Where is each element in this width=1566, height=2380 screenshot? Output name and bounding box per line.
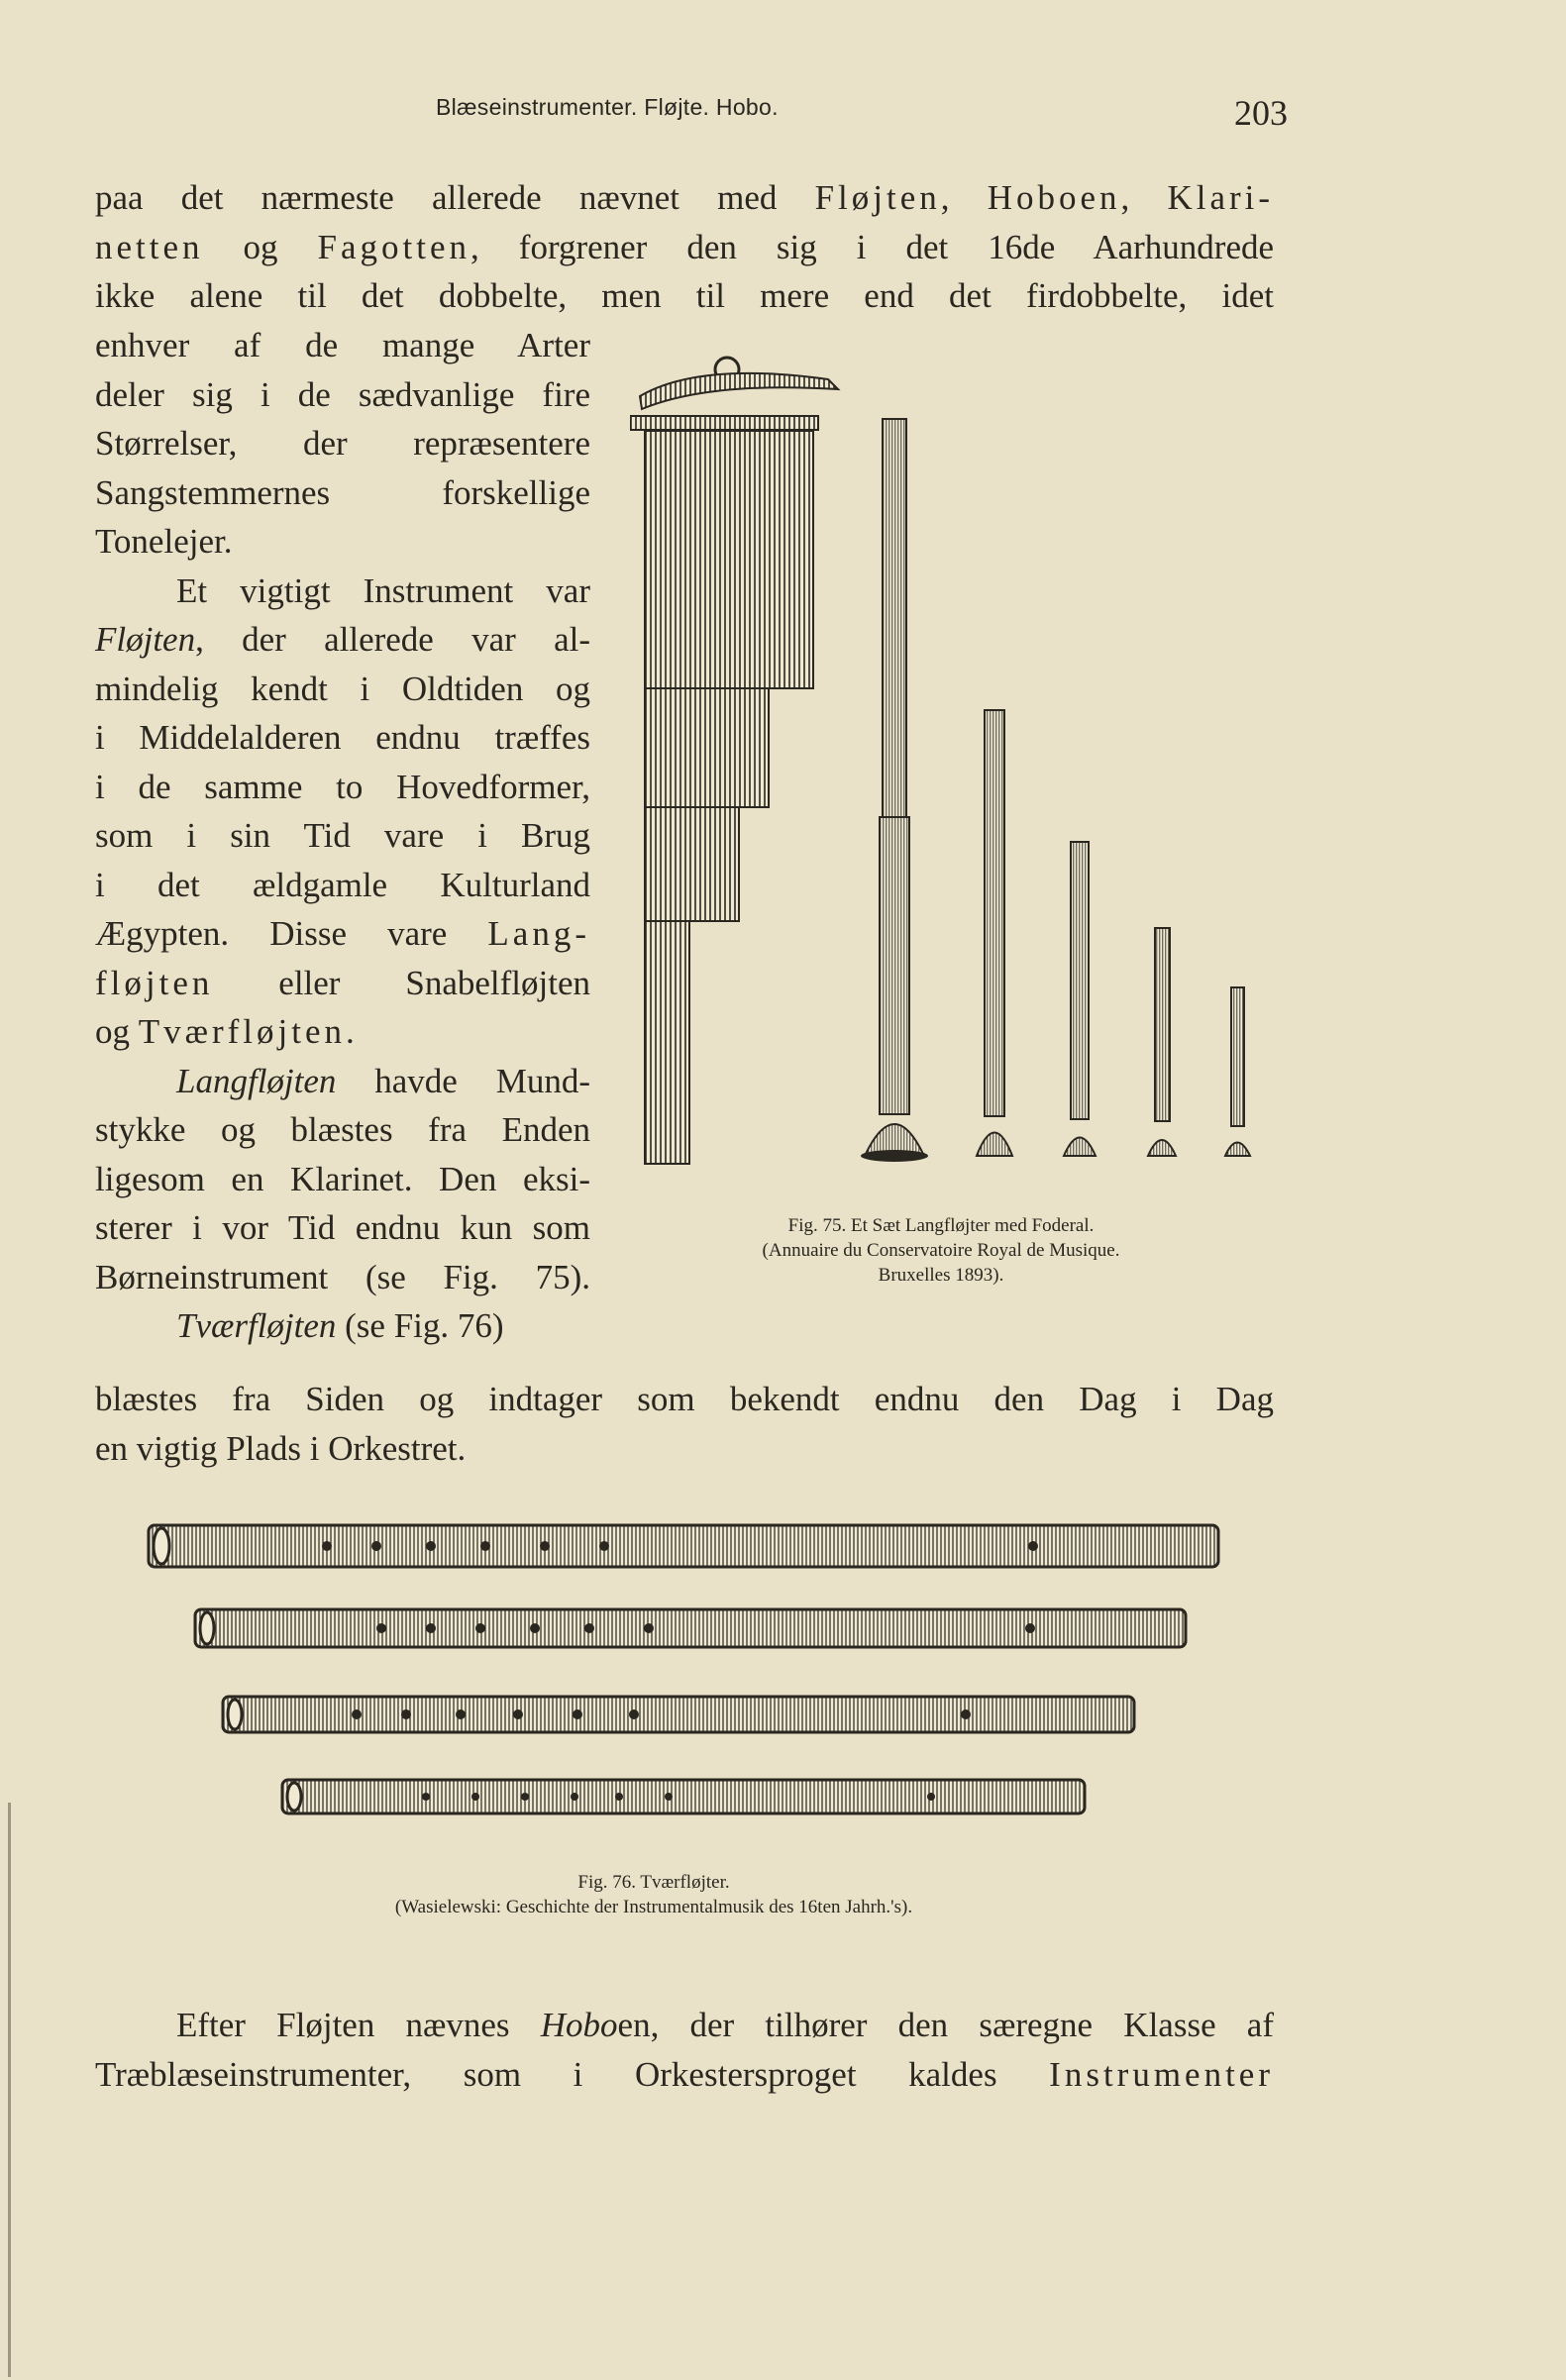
- text-line: mindelig kendt i Oldtiden og: [95, 669, 590, 708]
- transverse-flute-2: [195, 1609, 1186, 1647]
- page-header: [0, 94, 1566, 134]
- page-edge-stain: [8, 1803, 11, 2377]
- paragraph-4-full: [95, 1375, 1274, 1473]
- narrow-column: [95, 321, 590, 1351]
- text-line: som i sin Tid vare i Brug: [95, 816, 590, 855]
- figure-75-illustration: [630, 342, 1264, 1184]
- figure-76-illustration: [144, 1520, 1233, 1837]
- text-line: og Tværfløjten.: [95, 1012, 355, 1051]
- text-line: stykke og blæstes fra Enden: [95, 1110, 590, 1149]
- text-line: enhver af de mange Arter: [95, 326, 590, 364]
- recorder-tenor: [977, 710, 1012, 1156]
- text-line: Størrelser, der repræsentere: [95, 424, 590, 463]
- page-number: 203: [1234, 93, 1288, 133]
- caption-line: Fig. 75. Et Sæt Langfløjter med Foderal.: [787, 1215, 1095, 1236]
- text-line: i Middelalderen endnu træffes: [95, 718, 590, 757]
- text-line: Efter Fløjten nævnes Hoboen, der tilhører den særegne Klasse af: [176, 2006, 1274, 2044]
- text-line: i de samme to Hovedformer,: [95, 767, 590, 806]
- text-line: sterer i vor Tid endnu kun som: [95, 1208, 590, 1247]
- running-title: Blæseinstrumenter. Fløjte. Hobo.: [436, 94, 779, 120]
- text-line: netten og Fagotten, forgrener den sig i det 16de Aarhundrede: [95, 227, 1275, 266]
- flute-case-body: [645, 431, 813, 1164]
- text-line: ligesom en Klarinet. Den eksi-: [95, 1159, 590, 1198]
- text-line: ikke alene til det dobbelte, men til mere end det firdobbelte, idet: [95, 276, 1274, 315]
- text-line: en vigtig Plads i Orkestret.: [95, 1428, 467, 1468]
- figure-75-caption: [644, 1213, 1238, 1288]
- paragraph-5: [95, 2001, 1274, 2099]
- text-line: Sangstemmernes forskellige: [95, 472, 590, 512]
- recorder-bass: [861, 419, 928, 1162]
- transverse-flute-3: [223, 1697, 1134, 1732]
- text-line: i det ældgamle Kulturland: [95, 865, 590, 904]
- figure-76-caption: [158, 1870, 1149, 1919]
- text-line: Træblæseinstrumenter, som i Orkestersproget kaldes Instrumenter: [95, 2054, 1274, 2094]
- text-line: Tonelejer.: [95, 522, 233, 561]
- text-line: paa det nærmeste allerede nævnet med Fløjten, Hoboen, Klari-: [95, 178, 1275, 217]
- text-line: Et vigtigt Instrument var: [176, 570, 590, 610]
- text-line: Fløjten, der allerede var al-: [95, 620, 590, 659]
- caption-line: (Annuaire du Conservatoire Royal de Musique.: [762, 1240, 1120, 1261]
- text-line: blæstes fra Siden og indtager som bekendt endnu den Dag i Dag: [95, 1380, 1274, 1418]
- text-line: Langfløjten havde Mund-: [176, 1061, 590, 1100]
- caption-line: (Wasielewski: Geschichte der Instrumentalmusik des 16ten Jahrh.'s).: [394, 1897, 913, 1917]
- flute-case-lid: [630, 358, 838, 430]
- caption-line: Fig. 76. Tværfløjter.: [577, 1872, 730, 1893]
- text-line: fløjten eller Snabelfløjten: [95, 963, 590, 1002]
- recorder-soprano: [1148, 928, 1176, 1156]
- text-line: Tværfløjten (se Fig. 76): [176, 1306, 504, 1345]
- text-line: Børneinstrument (se Fig. 75).: [95, 1257, 590, 1296]
- paragraph-1-full: [95, 173, 1274, 321]
- text-line: Ægypten. Disse vare Lang-: [95, 914, 590, 953]
- recorder-sopranino: [1225, 987, 1250, 1156]
- caption-line: Bruxelles 1893).: [878, 1265, 1004, 1286]
- transverse-flute-1: [149, 1525, 1218, 1567]
- text-line: deler sig i de sædvanlige fire: [95, 374, 590, 414]
- recorder-alto: [1064, 842, 1096, 1156]
- transverse-flute-4: [282, 1780, 1085, 1813]
